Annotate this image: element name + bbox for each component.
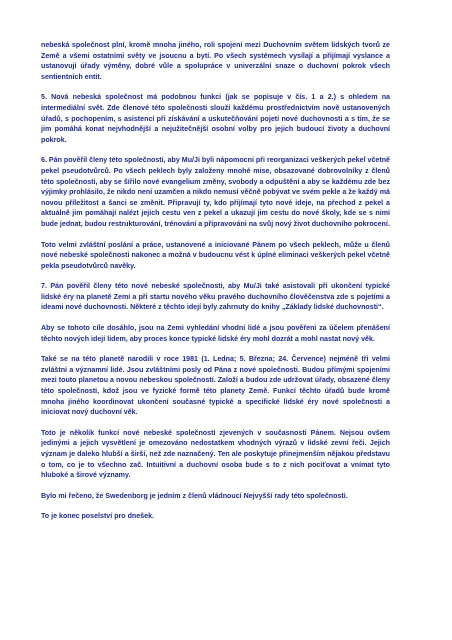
- paragraph-messengers: Také se na této planetě narodili v roce 1981 (1. Ledna; 5. Března; 24. Července) nejméně tři velmi zvláštní a významní lidé. Jsou zvláštními posly od Pána z nové společnosti. Budou přímými spojeními mezi touto planetou a novou nebeskou společností. Založí a budou zde udržovat úřady, obsazené členy této společnosti, kdož jsou ve fyzické formě této planety Země. Funkcí těchto úřadů bude kromě mnoha jiného koordinovat ukončení současné typické a specifické lidské éry nové společnosti a iniciovat nový duchovní věk.: [41, 355, 390, 417]
- paragraph-closing: To je konec poselství pro dnešek.: [41, 512, 155, 521]
- paragraph-point-5: 5. Nová nebeská společnost má podobnou funkci (jak se popisuje v čís. 1 a 2.) s ohledem na intermediální svět. Zde členové této společnosti slouží každému prostřednictvím nově ustanovených úřadů, s pochopením, s asistencí při získávání a uskutečňování pojetí nové duchovnosti a s tím, že se jim pomáhá konat nejvhodnější a nejužitečnější osobní volby pro jejich budoucí životy a duchovní pokrok.: [41, 93, 390, 144]
- paragraph-swedenborg: Bylo mi řečeno, že Swedenborg je jedním z členů vládnoucí Nejvyšší rady této společnosti.: [41, 491, 348, 500]
- paragraph-goal: Aby se tohoto cíle dosáhlo, jsou na Zemi vyhledání vhodní lidé a jsou pověřeni za účelem přenášení těchto nových idejí lidem, aby proces konce typické lidské éry mohl dozrát a mohl nastat nový věk.: [41, 324, 390, 343]
- paragraph-point-7: 7. Pán pověřil členy této nové nebeské společnosti, aby Mu/Ji také asistovali při ukončení typické lidské éry na planetě Zemi a při startu nového věku pravého duchovního člověčenstva zde s pojetími a ideami nové duchovnosti. Některé z těchto idejí byly zahrnuty do knihy „Základy lidské duchovnosti“.: [41, 282, 390, 312]
- paragraph-point-6: 6. Pán pověřil členy této společnosti, aby Mu/Ji byli nápomocni při reorganizaci veškerých pekel včetně pekel pseudotvůrců. Po všech peklech byly založeny mnohé mise, obsazované dobrovolníky z členů této společnosti, aby se šířilo nové evangelium změny, svobody a odpuštění a aby se každému zde bez výjimky prohlásilo, že nikdo není uzamčen a nikdo nemusí věčně pobývat ve svém pekle a že každý má novou příležitost a šanci se změnit. Připravují ty, kdo přijímají tyto nové ideje, na přechod z pekel a aktuálně jim pomáhají nalézt jejich cestu ven z pekel a ukazují jim cestu do nové školy, kde se s nimi bude jednat, budou restrukturování, trénování a připravováni na svůj nový život duchovního pokrocení.: [41, 156, 390, 228]
- paragraph-functions: Toto je několik funkcí nové nebeské společnosti zjevených v současnosti Pánem. Nejsou ovšem jedinými a jejich vysvětlení je omezováno nedostatkem vhodných výrazů v lidské zevní řeči. Jejich význam je daleko hlubší a širší, než zde naznačený. Ten ale poskytuje přinejmenším nějakou představu o tom, co je to všechno zač. Intuitivní a duchovní osoba bude s to z nich pociťovat a vnímat tyto hluboké a širové významy.: [41, 428, 390, 480]
- paragraph-continuation: nebeská společnost plní, kromě mnoha jiného, roli spojení mezi Duchovním světem lidských tvorů ze Země a všemi ostatními světy ve jsoucnu a bytí. Po všech systémech vysílají a přijímají vyslance a ustanovují úřady výměny, dobré vůle a spolupráce v univerzální snaze o duchovní pokrok všech sentientních entit.: [41, 41, 390, 81]
- paragraph-mission: Toto velmi zvláštní poslání a práce, ustanovené a iniciované Pánem po všech peklech, může u členů nové nebeské společnosti nakonec a možná v budoucnu vést k úplné eliminaci veškerých pekel včetně pekla pseudotvůrců navěky.: [41, 240, 390, 270]
